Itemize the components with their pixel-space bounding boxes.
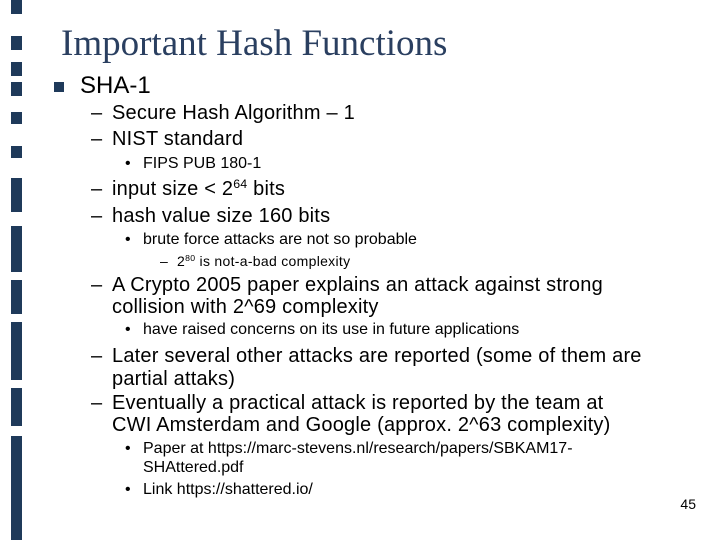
item-text: input size < $2^{64}$ bits bbox=[112, 177, 286, 200]
item-text-continuation: partial attaks) bbox=[112, 368, 236, 390]
item-text: Link https://shattered.io/ bbox=[143, 481, 313, 498]
stripe-block bbox=[11, 226, 22, 272]
dash-marker: – bbox=[91, 128, 103, 150]
slide-title: Important Hash Functions bbox=[61, 23, 448, 64]
item-text: hash value size 160 bits bbox=[112, 205, 331, 227]
stripe-block bbox=[11, 178, 22, 212]
square-bullet-icon bbox=[54, 82, 64, 92]
dot-marker: • bbox=[125, 321, 131, 338]
dash-marker: – bbox=[91, 345, 103, 367]
item-text: Later several other attacks are reported (some of them are bbox=[112, 345, 642, 367]
dash-marker: – bbox=[91, 102, 103, 124]
item-text: have raised concerns on its use in future applications bbox=[143, 321, 520, 338]
item-text-continuation: SHAttered.pdf bbox=[143, 459, 244, 476]
stripe-block bbox=[11, 322, 22, 380]
item-text: Secure Hash Algorithm – 1 bbox=[112, 102, 355, 124]
dot-marker: • bbox=[125, 231, 131, 248]
item-text: NIST standard bbox=[112, 128, 244, 150]
item-text: $2^{80}$ is not-a-bad complexity bbox=[177, 253, 351, 269]
stripe-block bbox=[11, 280, 22, 314]
dot-marker: • bbox=[125, 155, 131, 172]
dash-marker: – bbox=[91, 274, 103, 296]
stripe-block bbox=[11, 146, 22, 158]
stripe-block bbox=[11, 62, 22, 76]
stripe-block bbox=[11, 0, 22, 14]
dash-marker: – bbox=[91, 205, 103, 227]
dot-marker: • bbox=[125, 440, 131, 457]
item-text: A Crypto 2005 paper explains an attack against strong bbox=[112, 274, 603, 296]
bullet-sha1: SHA-1 bbox=[80, 72, 151, 99]
decorative-side-stripe bbox=[11, 0, 22, 540]
item-text: brute force attacks are not so probable bbox=[143, 231, 417, 248]
dot-marker: • bbox=[125, 481, 131, 498]
item-text-continuation: CWI Amsterdam and Google (approx. 2^63 complexity) bbox=[112, 414, 611, 436]
stripe-block bbox=[11, 112, 22, 124]
stripe-block bbox=[11, 388, 22, 426]
stripe-block bbox=[11, 82, 22, 96]
item-text: Eventually a practical attack is reported by the team at bbox=[112, 392, 604, 414]
stripe-block bbox=[11, 36, 22, 50]
dash-marker: – bbox=[91, 178, 103, 200]
page-number: 45 bbox=[680, 496, 696, 512]
dash-marker: – bbox=[91, 392, 103, 414]
stripe-block bbox=[11, 436, 22, 540]
dash-marker: – bbox=[160, 253, 169, 269]
item-text: FIPS PUB 180-1 bbox=[143, 155, 262, 172]
item-text: Paper at https://marc-stevens.nl/research/papers/SBKAM17- bbox=[143, 440, 573, 457]
item-text-continuation: collision with 2^69 complexity bbox=[112, 296, 379, 318]
